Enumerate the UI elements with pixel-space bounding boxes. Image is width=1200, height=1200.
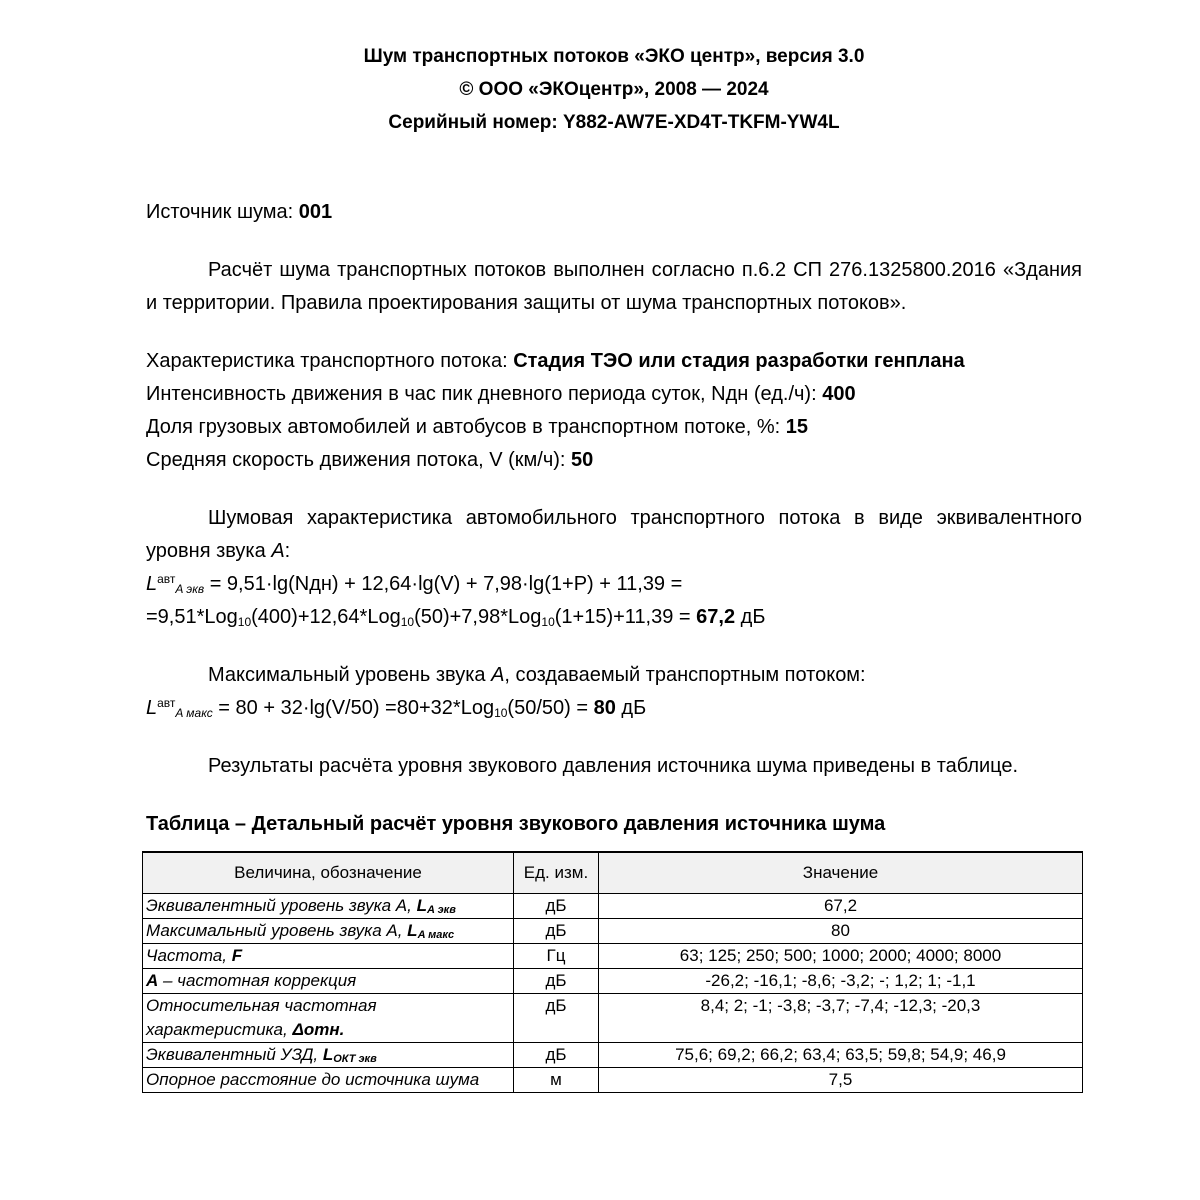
table-title: Таблица – Детальный расчёт уровня звукового давления источника шума: [146, 813, 886, 835]
text: Максимальный уровень звука: [208, 664, 492, 686]
letter-a: A: [271, 540, 285, 562]
sub: 10: [237, 615, 252, 629]
row-value: 80: [599, 919, 1083, 944]
flow-parameters: [146, 345, 1082, 477]
table-row: [143, 944, 1083, 969]
symbol-sub: ОКТ экв: [333, 1053, 377, 1065]
formula-text: =9,51*Log: [146, 606, 238, 628]
sub: A макс: [175, 706, 213, 720]
formula-text: (50/50) =: [507, 697, 594, 719]
sup: авт: [157, 696, 176, 710]
noise-source-value: 001: [298, 201, 333, 223]
column-header-unit: Ед. изм.: [514, 852, 599, 894]
unit: дБ: [615, 697, 647, 719]
row-value: -26,2; -16,1; -8,6; -3,2; -; 1,2; 1; -1,1: [599, 969, 1083, 994]
row-value: 7,5: [599, 1068, 1083, 1093]
column-header-value: Значение: [599, 852, 1083, 894]
symbol: L: [416, 896, 427, 915]
intro-paragraph: Расчёт шума транспортных потоков выполнен согласно п.6.2 СП 276.1325800.2016 «Здания и территории. Правила проектирования защиты от шума транспортных потоков».: [146, 259, 1082, 314]
equivalent-level-result: 67,2: [696, 606, 736, 628]
row-name: [143, 919, 514, 944]
row-value: 8,4; 2; -1; -3,8; -3,7; -7,4; -12,3; -20,3: [599, 994, 1083, 1043]
table-row: [143, 1043, 1083, 1068]
letter-a: A: [491, 664, 505, 686]
row-value: 75,6; 69,2; 66,2; 63,4; 63,5; 59,8; 54,9; 46,9: [599, 1043, 1083, 1068]
text: Шумовая характеристика автомобильного транспортного потока в виде эквивалентного уровня звука: [146, 507, 1082, 562]
serial-number: Серийный номер: Y882-AW7E-XD4T-TKFM-YW4L: [388, 112, 840, 133]
param-value: 50: [571, 449, 594, 471]
param-label: Доля грузовых автомобилей и автобусов в транспортном потоке, %:: [146, 416, 786, 438]
max-level-result: 80: [593, 697, 616, 719]
param-label: Интенсивность движения в час пик дневного периода суток, Nдн (ед./ч):: [146, 383, 823, 405]
symbol: Δотн.: [292, 1020, 345, 1039]
param-intensity: [146, 378, 1082, 411]
row-unit: Гц: [514, 944, 599, 969]
symbol-l: L: [146, 573, 158, 595]
name-text: Максимальный уровень звука A,: [146, 921, 408, 940]
row-name: [143, 1043, 514, 1068]
table-row: [143, 994, 1083, 1043]
text: :: [284, 540, 291, 562]
row-name: [143, 969, 514, 994]
symbol-l: L: [146, 697, 158, 719]
symbol-sub: A макс: [417, 929, 455, 941]
table-row: [143, 1068, 1083, 1093]
document-header: [146, 40, 1082, 139]
row-value: 67,2: [599, 894, 1083, 919]
row-unit: дБ: [514, 1043, 599, 1068]
table-header-row: [143, 852, 1083, 894]
results-table: [142, 851, 1083, 1093]
name-text: Частота,: [146, 946, 232, 965]
formula-text: = 80 + 32·lg(V/50) =80+32*Log: [212, 697, 495, 719]
table-row: [143, 969, 1083, 994]
sup: авт: [157, 572, 176, 586]
param-truck-share: [146, 411, 1082, 444]
noise-source-line: [146, 196, 1082, 229]
formula-text: (50)+7,98*Log: [414, 606, 542, 628]
row-unit: дБ: [514, 919, 599, 944]
table-row: [143, 894, 1083, 919]
equivalent-level-calculation: [146, 601, 1082, 634]
results-paragraph: Результаты расчёта уровня звукового давления источника шума приведены в таблице.: [208, 755, 1019, 777]
sub: 10: [494, 706, 508, 720]
formula-text: (400)+12,64*Log: [251, 606, 401, 628]
name-text: Относительная частотная характеристика,: [146, 996, 377, 1039]
param-value: 15: [785, 416, 808, 438]
row-unit: дБ: [514, 994, 599, 1043]
param-value: 400: [822, 383, 856, 405]
table-row: [143, 919, 1083, 944]
unit: дБ: [735, 606, 766, 628]
column-header-quantity: Величина, обозначение: [143, 852, 514, 894]
name-text: Опорное расстояние до источника шума: [146, 1070, 480, 1089]
equivalent-level-formula: [146, 568, 1082, 601]
row-name: [143, 994, 514, 1043]
row-name: [143, 944, 514, 969]
row-unit: дБ: [514, 969, 599, 994]
row-unit: дБ: [514, 894, 599, 919]
formula-text: = 9,51·lg(Nдн) + 12,64·lg(V) + 7,98·lg(1+P) + 11,39 =: [204, 573, 683, 595]
name-text: Эквивалентный УЗД,: [146, 1045, 323, 1064]
symbol: A: [146, 971, 159, 990]
document-page: [146, 40, 1082, 1093]
name-text: Эквивалентный уровень звука A,: [146, 896, 417, 915]
param-label: Средняя скорость движения потока, V (км/ч):: [146, 449, 572, 471]
symbol: L: [407, 921, 418, 940]
param-flow-type: [146, 345, 1082, 378]
name-text: – частотная коррекция: [158, 971, 357, 990]
sub: 10: [400, 615, 415, 629]
row-value: 63; 125; 250; 500; 1000; 2000; 4000; 8000: [599, 944, 1083, 969]
param-label: Характеристика транспортного потока:: [146, 350, 514, 372]
symbol-sub: A экв: [427, 904, 456, 916]
noise-source-label: Источник шума:: [146, 201, 299, 223]
equivalent-level-section: [146, 502, 1082, 634]
symbol: L: [322, 1045, 334, 1064]
param-speed: [146, 444, 1082, 477]
row-name: [143, 894, 514, 919]
copyright-line: © ООО «ЭКОцентр», 2008 — 2024: [459, 79, 769, 100]
formula-text: (1+15)+11,39 =: [554, 606, 697, 628]
text: , создаваемый транспортным потоком:: [504, 664, 866, 686]
row-unit: м: [514, 1068, 599, 1093]
max-level-text: [146, 659, 1082, 692]
equivalent-level-text: [146, 502, 1082, 568]
symbol: F: [231, 946, 243, 965]
max-level-section: [146, 659, 1082, 725]
row-name: [143, 1068, 514, 1093]
sub: A экв: [175, 582, 205, 596]
max-level-formula: [146, 692, 1082, 725]
param-value: Стадия ТЭО или стадия разработки генплана: [513, 350, 965, 372]
program-title: Шум транспортных потоков «ЭКО центр», версия 3.0: [363, 46, 865, 67]
sub: 10: [541, 615, 555, 629]
